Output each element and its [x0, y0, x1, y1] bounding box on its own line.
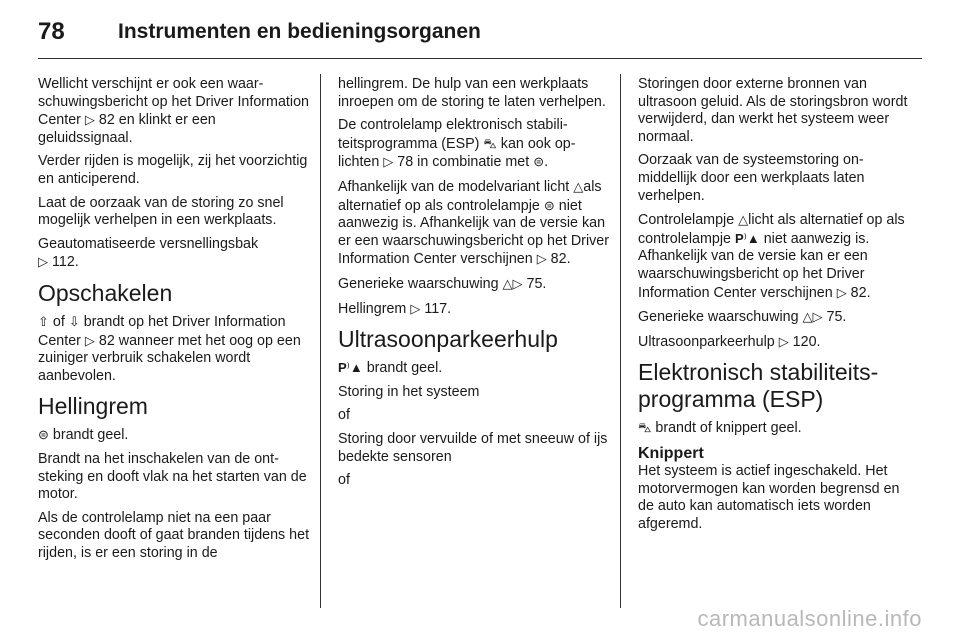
watermark: carmanualsonline.info — [697, 606, 922, 631]
paragraph: Afhankelijk van de modelvariant licht △als alternatief op als controlelampje ⊜ niet aanwezig is. Afhankelijk van de versie kan er een waarschuwingsbericht op het Driver Information Center verschijnen ▷ 82. — [338, 178, 609, 268]
esp-icon: ⛍ — [638, 420, 652, 436]
warning-triangle-icon: △ — [573, 178, 584, 194]
reference-arrow-icon: ▷ — [778, 333, 789, 349]
paragraph: ⛍ brandt of knippert geel. — [638, 420, 802, 437]
paragraph: Laat de oorzaak van de storing zo snel mogelijk verhelpen in een werkplaats. — [38, 194, 284, 229]
downshift-arrow-icon: ⇩ — [68, 313, 80, 329]
paragraph: Generieke waarschuwing △▷ 75. — [338, 275, 547, 292]
paragraph: Controlelampje △licht als alternatief op als controlelampje P⁾▲ niet aanwezig is. Afhankelijk van de versie kan er een waarschuwingsbericht op het Driver Information Center verschijnen ▷ 82. — [638, 212, 905, 301]
reference-arrow-icon: ▷ — [836, 284, 847, 300]
reference-arrow-icon: ▷ — [512, 275, 523, 291]
section-heading: Elektronisch stabiliteitsprogramma (ESP) — [638, 359, 879, 413]
paragraph: Storing door vervuilde of met sneeuw of ijs bedekte sensoren — [338, 430, 608, 465]
paragraph: Storing in het systeem — [338, 383, 480, 400]
parking-assist-icon: P⁾▲ — [338, 360, 363, 376]
subsection-heading: Knippert — [638, 444, 704, 462]
warning-triangle-icon: △ — [502, 275, 513, 291]
reference-arrow-icon: ▷ — [383, 154, 394, 170]
upshift-arrow-icon: ⇧ — [38, 313, 49, 329]
reference-arrow-icon: ▷ — [84, 332, 95, 348]
paragraph: Generieke waarschuwing △▷ 75. — [638, 309, 847, 326]
reference-arrow-icon: ▷ — [812, 309, 823, 325]
page-header — [38, 14, 922, 54]
paragraph: Het systeem is actief ingeschakeld. Het motorvermogen kan worden begrensd en de auto kan automatisch iets worden afgeremd. — [638, 462, 900, 532]
header-rule — [38, 58, 922, 59]
reference-arrow-icon: ▷ — [410, 300, 421, 316]
warning-triangle-icon: △ — [738, 212, 749, 228]
section-heading: Hellingrem — [38, 393, 148, 420]
brake-hold-icon: ⊜ — [38, 427, 49, 443]
paragraph: ⊜ brandt geel. — [38, 427, 129, 444]
column-3 — [638, 76, 910, 539]
paragraph: Geautomatiseerde versnellingsbak ▷ 112. — [38, 235, 259, 271]
esp-icon: ⛍ — [483, 135, 497, 151]
parking-assist-icon: P⁾▲ — [734, 230, 760, 246]
paragraph: Hellingrem ▷ 117. — [338, 300, 452, 317]
column-divider — [320, 74, 321, 608]
reference-arrow-icon: ▷ — [38, 254, 48, 270]
paragraph: Storingen door externe bronnen van ultrasoon geluid. Als de storingsbron wordt verwijderd, dan werkt het systeem weer normaal. — [638, 76, 908, 145]
brake-hold-icon: ⊜ — [543, 197, 555, 213]
paragraph: Wellicht verschijnt er ook een waarschuwingsbericht op het Driver Information Center ▷ 82 en klinkt er een geluidssignaal. — [38, 76, 309, 146]
paragraph: of — [338, 472, 350, 489]
column-1 — [38, 76, 310, 568]
column-divider — [620, 74, 621, 608]
paragraph: Oorzaak van de systeemstoring onmiddellijk door een werkplaats laten verhelpen. — [638, 152, 865, 204]
paragraph: Verder rijden is mogelijk, zij het voorzichtig en anticiperend. — [38, 153, 308, 187]
paragraph: of — [338, 407, 350, 424]
page-number: 78 — [38, 18, 65, 45]
section-heading: Ultrasoonparkeerhulp — [338, 326, 558, 353]
reference-arrow-icon: ▷ — [536, 251, 547, 267]
paragraph: De controlelamp elektronisch stabiliteitsprogramma (ESP) ⛍ kan ook oplichten ▷ 78 in combinatie met ⊜. — [338, 117, 576, 171]
section-heading: Opschakelen — [38, 279, 173, 306]
paragraph: P⁾▲ brandt geel. — [338, 360, 443, 377]
brake-hold-icon: ⊜ — [533, 154, 545, 170]
warning-triangle-icon: △ — [802, 309, 813, 325]
paragraph: Ultrasoonparkeerhulp ▷ 120. — [638, 333, 821, 350]
column-2 — [338, 76, 610, 496]
paragraph: hellingrem. De hulp van een werkplaats inroepen om de storing te laten verhelpen. — [338, 76, 606, 110]
paragraph: Brandt na het inschakelen van de ontsteking en dooft vlak na het starten van de motor. — [38, 450, 307, 503]
reference-arrow-icon: ▷ — [84, 112, 95, 128]
paragraph: Als de controlelamp niet na een paar seconden dooft of gaat branden tijdens het rijden, is er een storing in de — [38, 509, 310, 561]
page-title: Instrumenten en bedieningsorganen — [118, 20, 481, 43]
paragraph: ⇧ of ⇩ brandt op het Driver Information Center ▷ 82 wanneer met het oog op een zuiniger verbruik schakelen wordt aanbevolen. — [38, 313, 301, 384]
